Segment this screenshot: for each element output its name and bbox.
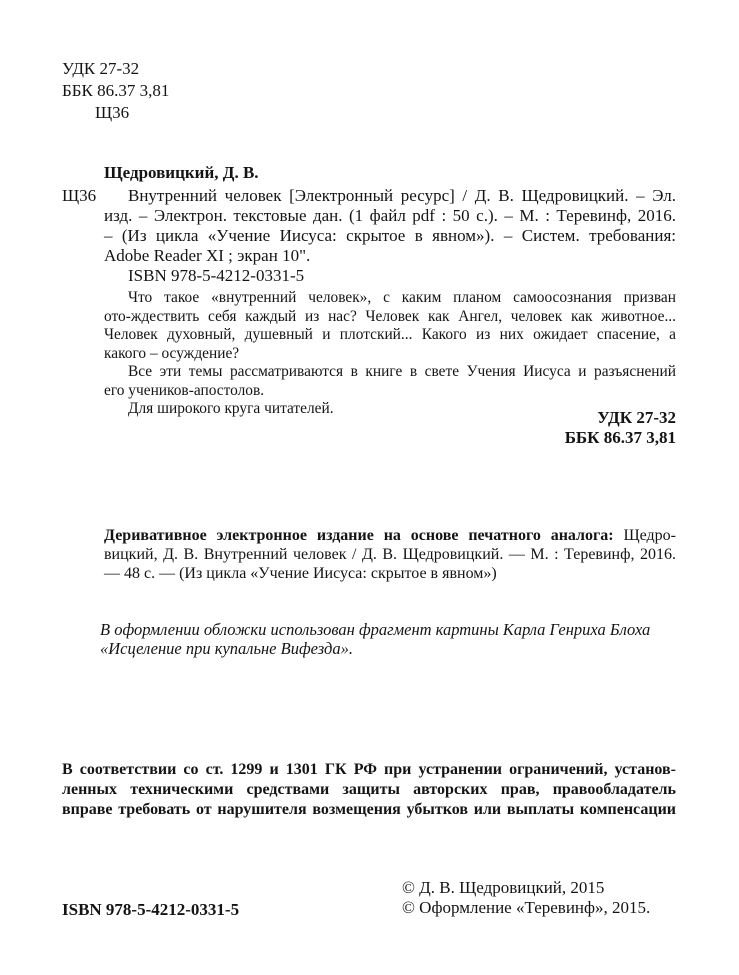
record-line-2: изд. – Электрон. текстовые дан. (1 файл pdf : 50 с.). – М. : Теревинф, 2016. [104, 206, 676, 225]
cover-note-line-1: В оформлении обложки использован фрагмент картины Карла Генриха Блоха [100, 620, 651, 639]
record-mark: Щ36 [62, 186, 97, 205]
udk-code-right: УДК 27-32 [597, 408, 676, 427]
legal-line-2: ленных техническими средствами защиты авторских прав, правообладатель [62, 781, 676, 798]
udk-code: УДК 27-32 [62, 59, 140, 78]
record-isbn: ISBN 978-5-4212-0331-5 [128, 266, 305, 285]
author-mark: Щ36 [95, 103, 130, 122]
annotation-line: его учеников-апостолов. [104, 381, 265, 399]
record-author: Щедровицкий, Д. В. [104, 163, 259, 182]
record-line-1: Внутренний человек [Электронный ресурс] / Д. В. Щедровицкий. – Эл. [128, 186, 676, 205]
record-line-3: – (Из цикла «Учение Иисуса: скрытое в явном»). – Систем. требования: [104, 226, 676, 245]
annotation-line: Все эти темы рассматриваются в книге в свете Учения Иисуса и разъяснений [128, 363, 676, 380]
cover-note-line-2: «Исцеление при купальне Вифезда». [100, 639, 353, 658]
bbk-code-right: ББК 86.37 3,81 [564, 428, 676, 447]
legal-line-3: вправе требовать от нарушителя возмещения убытков или выплаты компенсации [62, 801, 676, 818]
bbk-code: ББК 86.37 3,81 [62, 81, 170, 100]
annotation-line: ото-ждествить себя каждый из нас? Человек как Ангел, человек как животное... [104, 307, 676, 325]
legal-line-1: В соответствии со ст. 1299 и 1301 ГК РФ при устранении ограничений, установ- [62, 761, 676, 778]
derivative-line-2: вицкий, Д. В. Внутренний человек / Д. В. Щедровицкий. — М. : Теревинф, 2016. [104, 546, 676, 563]
derivative-line-1 [104, 526, 676, 545]
copyright-author: © Д. В. Щедровицкий, 2015 [402, 878, 605, 897]
annotation-line: Человек духовный, душевный и плотский... Какого из них ожидает спасение, а [104, 326, 676, 343]
record-line-4: Adobe Reader XI ; экран 10". [104, 246, 311, 265]
annotation-line: Что такое «внутренний человек», с каким планом самоосознания призван [128, 289, 676, 306]
footer-isbn: ISBN 978-5-4212-0331-5 [62, 900, 240, 919]
derivative-label: Деривативное электронное издание на основе печатного аналога: [104, 527, 614, 544]
audience-note: Для широкого круга читателей. [128, 400, 334, 417]
annotation [104, 289, 676, 419]
annotation-line: какого – осуждение? [104, 344, 240, 362]
derivative-line-3: — 48 с. — (Из цикла «Учение Иисуса: скрытое в явном») [104, 565, 497, 582]
derivative-rest: Щедро- [623, 527, 676, 544]
copyright-design: © Оформление «Теревинф», 2015. [402, 898, 651, 917]
